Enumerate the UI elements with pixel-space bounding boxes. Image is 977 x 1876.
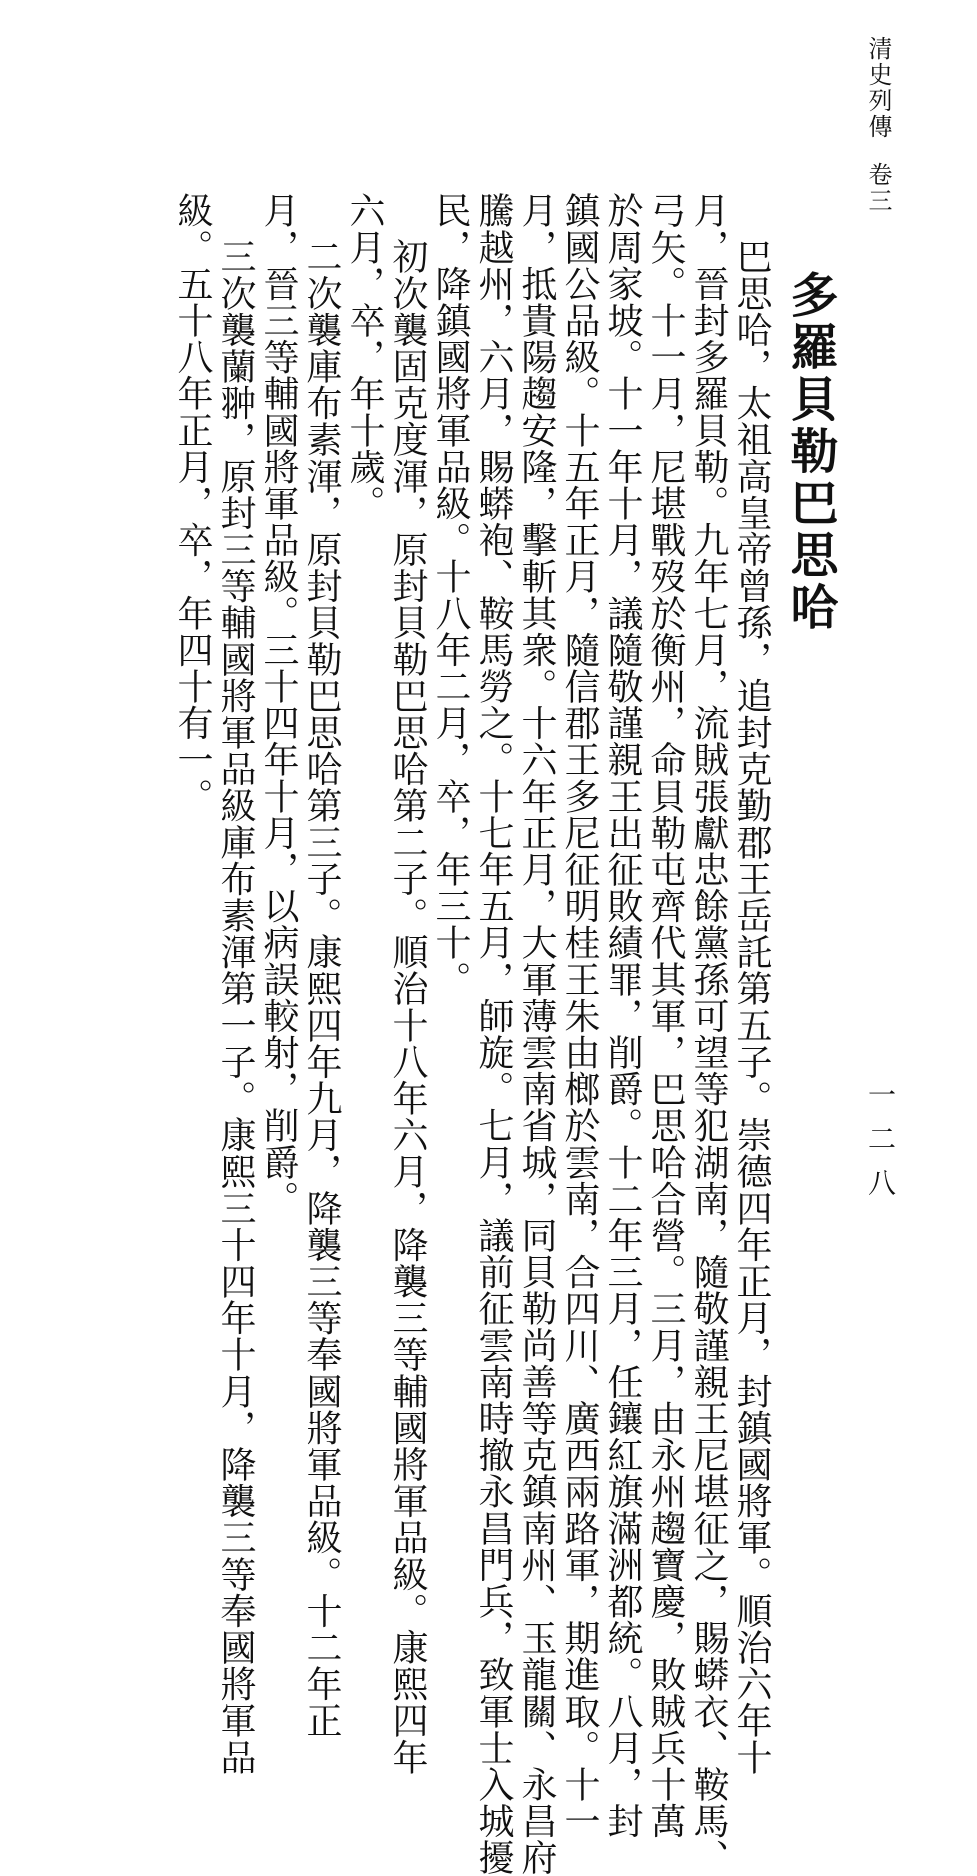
- text-column: 弓矢。十一月，尼堪戰歿於衡州，命貝勒屯齊代其軍，巴思哈合營。三月，由永州趨寶慶，敗賊兵十萬: [645, 192, 686, 1839]
- text-column: 月，晉三等輔國將軍品級。三十四年十月，以病誤較射，削爵。: [258, 192, 299, 1217]
- text-column: 月，晉封多羅貝勒。九年七月，流賊張獻忠餘黨孫可望等犯湖南，隨敬謹親王尼堪征之，賜蟒衣、鞍馬、: [688, 192, 729, 1876]
- text-column: 初次襲固克度渾，原封貝勒巴思哈第二子。順治十八年六月，降襲三等輔國將軍品級。康熙四年: [387, 238, 428, 1776]
- text-column: 騰越州，六月，賜蟒袍、鞍馬勞之。十七年五月，師旋。七月，議前征雲南時撤永昌門兵，致軍士入城擾: [473, 192, 514, 1876]
- running-header: [866, 36, 890, 214]
- text-column: 六月，卒，年十歲。: [344, 192, 385, 522]
- book-title: 清史列傳: [864, 36, 892, 140]
- biography-title: 多羅貝勒巴思哈: [782, 270, 838, 634]
- text-column: 於周家坡。十一年十月，議隨敬謹親王出征敗績罪，削爵。十二年三月，任鑲紅旗滿洲都統。八月，封: [602, 192, 643, 1839]
- text-column: 月，抵貴陽趨安隆，擊斬其衆。十六年正月，大軍薄雲南省城，同貝勒尚善等克鎮南州、玉龍關、永昌府: [516, 192, 557, 1876]
- volume-label: 卷三: [864, 162, 892, 214]
- text-column: 民，降鎮國將軍品級。十八年二月，卒，年三十。: [430, 192, 471, 998]
- text-column: 巴思哈，太祖高皇帝曾孫，追封克勤郡王岳託第五子。崇德四年正月，封鎮國將軍。順治六年十: [731, 238, 772, 1776]
- page-number: 一二八: [864, 1080, 897, 1212]
- text-column: 三次襲蘭翀，原封三等輔國將軍品級庫布素渾第一子。康熙三十四年十月，降襲三等奉國將軍品: [215, 238, 256, 1776]
- text-column: 二次襲庫布素渾，原封貝勒巴思哈第三子。康熙四年九月，降襲三等奉國將軍品級。十二年正: [301, 238, 342, 1739]
- text-column: 鎮國公品級。十五年正月，隨信郡王多尼征明桂王朱由榔於雲南，合四川、廣西兩路軍，期進取。十一: [559, 192, 600, 1839]
- text-column: 級。五十八年正月，卒，年四十有一。: [172, 192, 213, 815]
